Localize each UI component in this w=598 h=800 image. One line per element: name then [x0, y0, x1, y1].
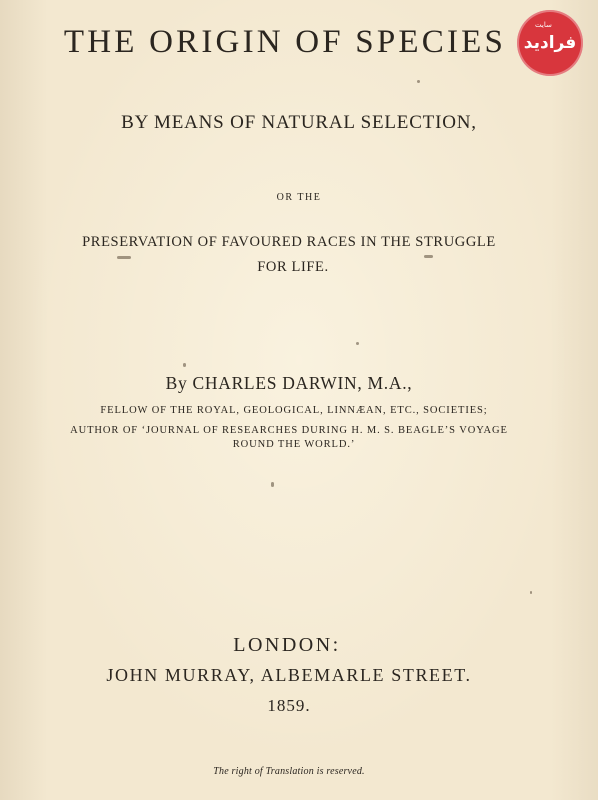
watermark-small-text: سایت — [535, 21, 552, 29]
book-title: THE ORIGIN OF SPECIES — [63, 24, 507, 60]
rights-notice: The right of Translation is reserved. — [213, 766, 365, 777]
author-name: CHARLES DARWIN, M.A., — [192, 373, 413, 393]
watermark-logo-icon — [517, 10, 583, 76]
alternative-title-line-1: PRESERVATION OF FAVOURED RACES IN THE STRUGGLE — [82, 234, 496, 250]
paper-speck — [530, 591, 532, 594]
publication-place: LONDON: — [233, 634, 341, 656]
paper-speck — [356, 342, 359, 345]
paper-speck — [183, 363, 186, 367]
author-works-line-1: AUTHOR OF ‘JOURNAL OF RESEARCHES DURING H. M. S. BEAGLE’S VOYAGE — [70, 425, 508, 436]
author-prefix: By — [165, 373, 188, 393]
author-line — [0, 372, 588, 394]
paper-speck — [424, 255, 433, 258]
author-fellowship: FELLOW OF THE ROYAL, GEOLOGICAL, LINNÆAN, ETC., SOCIETIES; — [100, 405, 488, 416]
watermark-text: فرادید — [523, 33, 577, 53]
alternative-title-line-2: FOR LIFE. — [257, 259, 329, 275]
or-the-connector: OR THE — [276, 192, 322, 203]
book-subtitle: BY MEANS OF NATURAL SELECTION, — [121, 112, 477, 133]
paper-speck — [117, 256, 131, 259]
author-works-line-2: ROUND THE WORLD.’ — [232, 439, 356, 450]
paper-speck — [417, 80, 420, 83]
publisher: JOHN MURRAY, ALBEMARLE STREET. — [106, 665, 472, 685]
paper-speck — [271, 482, 274, 487]
publication-year: 1859. — [267, 696, 311, 715]
